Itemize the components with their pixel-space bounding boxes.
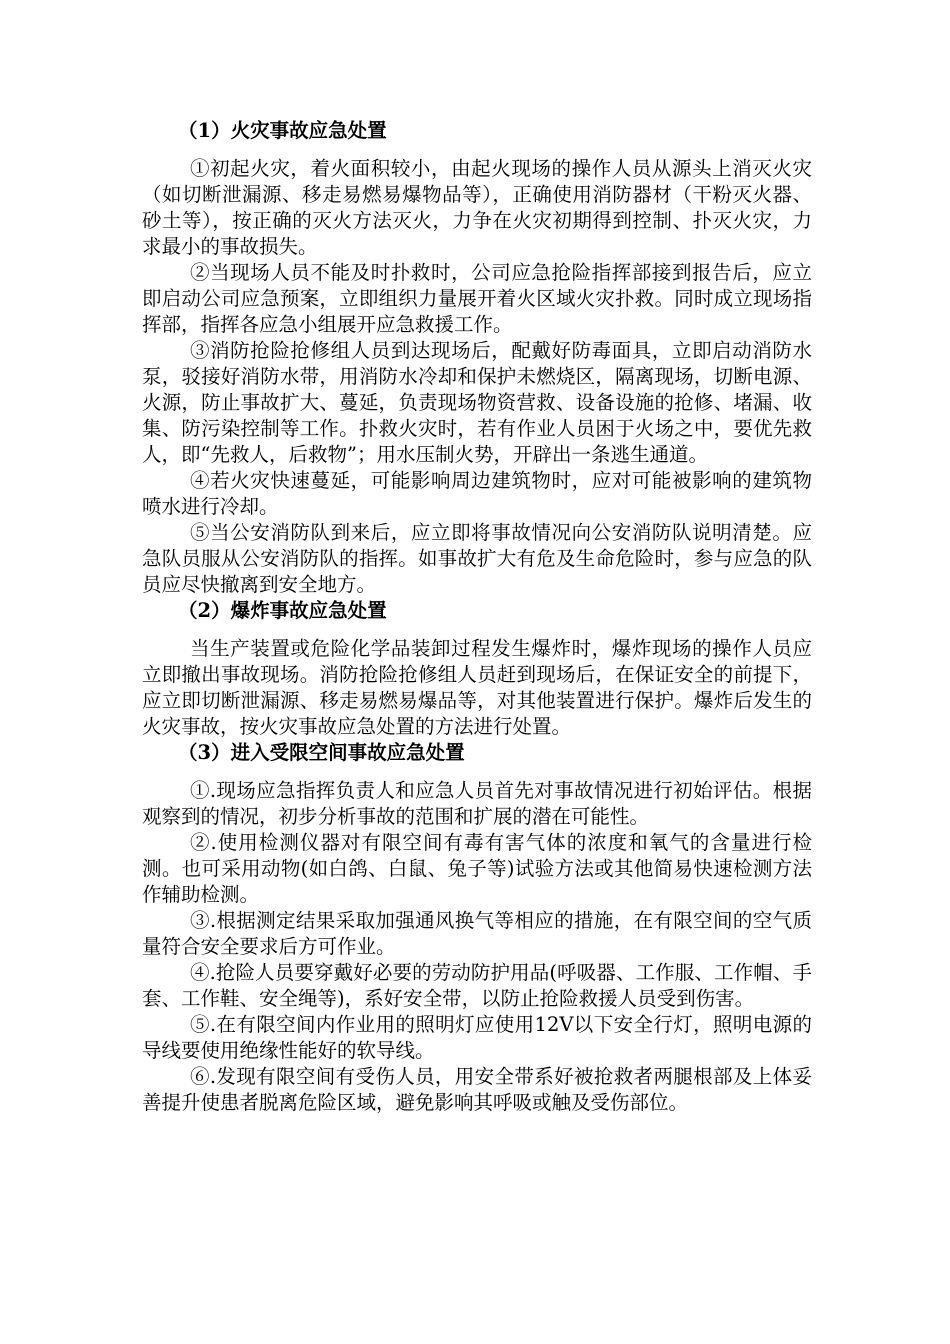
paragraph: ②.使用检测仪器对有限空间有毒有害气体的浓度和氧气的含量进行检测。也可采用动物(如白鸽、白鼠、兔子等)试验方法或其他简易快速检测方法作辅助检测。 (142, 831, 812, 906)
section-heading-confined-space: （3）进入受限空间事故应急处置 (178, 741, 465, 764)
paragraph: ⑤当公安消防队到来后，应立即将事故情况向公安消防队说明清楚。应急队员服从公安消防队的指挥。如事故扩大有危及生命危险时，参与应急的队员应尽快撤离到安全地方。 (142, 521, 812, 596)
paragraph: ①初起火灾，着火面积较小，由起火现场的操作人员从源头上消灭火灾（如切断泄漏源、移走易燃易爆物品等），正确使用消防器材（干粉灭火器、砂土等），按正确的灭火方法灭火，力争在火灾初期得到控制、扑灭火灾，力求最小的事故损失。 (142, 157, 812, 258)
paragraph: ②当现场人员不能及时扑救时，公司应急抢险指挥部接到报告后，应立即启动公司应急预案，立即组织力量展开着火区域火灾扑救。同时成立现场指挥部，指挥各应急小组展开应急救援工作。 (142, 261, 812, 336)
section-heading-explosion: （2）爆炸事故应急处置 (178, 599, 387, 622)
section-heading-fire: （1）火灾事故应急处置 (178, 119, 387, 142)
document-page (142, 118, 812, 1116)
paragraph: ⑥.发现有限空间有受伤人员，用安全带系好被抢救者两腿根部及上体妥善提升使患者脱离危险区域，避免影响其呼吸或触及受伤部位。 (142, 1065, 812, 1114)
paragraph: ④.抢险人员要穿戴好必要的劳动防护用品(呼吸器、工作服、工作帽、手套、工作鞋、安全绳等)，系好安全带，以防止抢险救援人员受到伤害。 (142, 961, 812, 1010)
paragraph: ③消防抢险抢修组人员到达现场后，配戴好防毒面具，立即启动消防水泵，驳接好消防水带，用消防水冷却和保护未燃烧区，隔离现场，切断电源、火源，防止事故扩大、蔓延，负责现场物资营救、设备设施的抢修、堵漏、收集、防污染控制等工作。扑救火灾时，若有作业人员困于火场之中，要优先救人，即“先救人，后救物”；用水压制火势，开辟出一条逃生通道。 (142, 339, 812, 466)
paragraph: ③.根据测定结果采取加强通风换气等相应的措施，在有限空间的空气质量符合安全要求后方可作业。 (142, 909, 812, 958)
paragraph: ④若火灾快速蔓延，可能影响周边建筑物时，应对可能被影响的建筑物喷水进行冷却。 (142, 469, 812, 518)
paragraph: ①.现场应急指挥负责人和应急人员首先对事故情况进行初始评估。根据观察到的情况，初步分析事故的范围和扩展的潜在可能性。 (142, 779, 812, 828)
paragraph: ⑤.在有限空间内作业用的照明灯应使用12V以下安全行灯，照明电源的导线要使用绝缘性能好的软导线。 (142, 1013, 812, 1062)
paragraph: 当生产装置或危险化学品装卸过程发生爆炸时，爆炸现场的操作人员应立即撤出事故现场。消防抢险抢修组人员赶到现场后，在保证安全的前提下，应立即切断泄漏源、移走易燃易爆品等，对其他装置进行保护。爆炸后发生的火灾事故，按火灾事故应急处置的方法进行处置。 (142, 637, 812, 738)
